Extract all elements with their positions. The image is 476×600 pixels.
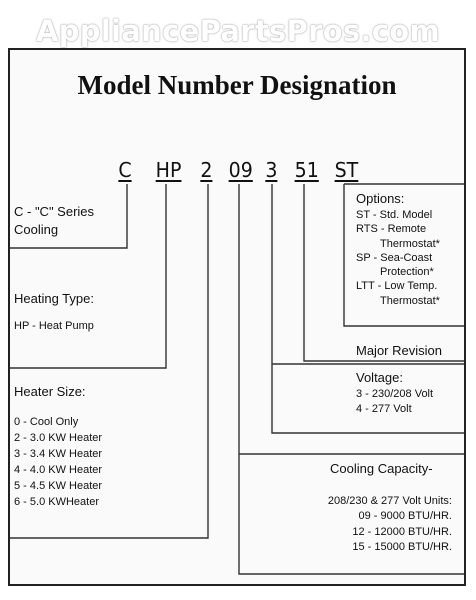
list-item: 3 - 230/208 Volt xyxy=(356,388,434,400)
voltage-heading: Voltage: xyxy=(356,370,403,385)
series-sublabel: Cooling xyxy=(14,221,59,237)
capacity-subheading: 208/230 & 277 Volt Units: xyxy=(327,495,452,507)
voltage-list xyxy=(356,387,433,417)
options-list xyxy=(356,208,440,308)
list-item: 3 - 3.4 KW Heater xyxy=(14,447,103,460)
heater-heading: Heater Size: xyxy=(14,384,86,399)
capacity-section xyxy=(300,494,452,556)
list-item: 15 - 15000 BTU/HR. xyxy=(352,541,452,554)
model-code-voltage: 3 xyxy=(265,158,278,182)
model-code-heating: HP xyxy=(155,158,182,182)
heating-heading: Heating Type: xyxy=(14,291,94,306)
model-code-heater: 2 xyxy=(200,158,213,182)
heater-list xyxy=(14,415,102,511)
list-item: 12 - 12000 BTU/HR. xyxy=(352,525,452,538)
list-item: 09 - 9000 BTU/HR. xyxy=(358,510,452,523)
watermark-logo: AppliancePartsPros.com xyxy=(35,14,441,48)
list-item: 6 - 5.0 KWHeater xyxy=(14,495,99,508)
model-code-revision: 51 xyxy=(294,158,319,182)
list-item: 0 - Cool Only xyxy=(14,416,79,428)
options-heading: Options: xyxy=(356,191,405,206)
list-item: Thermostat* xyxy=(380,294,440,307)
list-item: Thermostat* xyxy=(380,237,440,250)
list-item: 4 - 4.0 KW Heater xyxy=(14,463,103,476)
revision-heading: Major Revision xyxy=(356,343,442,358)
list-item: 4 - 277 Volt xyxy=(356,402,412,415)
heating-item: HP - Heat Pump xyxy=(14,320,94,332)
series-label: C - "C" Series xyxy=(14,204,95,219)
capacity-heading: Cooling Capacity- xyxy=(330,461,433,476)
model-code-capacity: 09 xyxy=(228,158,253,182)
voltage-section xyxy=(356,370,433,417)
list-item: 5 - 4.5 KW Heater xyxy=(14,479,103,492)
model-code-options: ST xyxy=(334,158,359,182)
list-item: RTS - Remote xyxy=(356,223,427,236)
heating-section xyxy=(14,291,94,333)
options-section xyxy=(356,191,440,308)
list-item: ST - Std. Model xyxy=(356,209,433,221)
document-title: Model Number Designation xyxy=(77,70,397,100)
list-item: SP - Sea-Coast xyxy=(356,251,433,264)
model-code-series: C xyxy=(118,158,132,182)
list-item: LTT - Low Temp. xyxy=(356,280,438,293)
list-item: Protection* xyxy=(380,266,434,279)
list-item: 2 - 3.0 KW Heater xyxy=(14,431,103,444)
series-section xyxy=(14,203,94,238)
heater-section xyxy=(14,384,102,511)
